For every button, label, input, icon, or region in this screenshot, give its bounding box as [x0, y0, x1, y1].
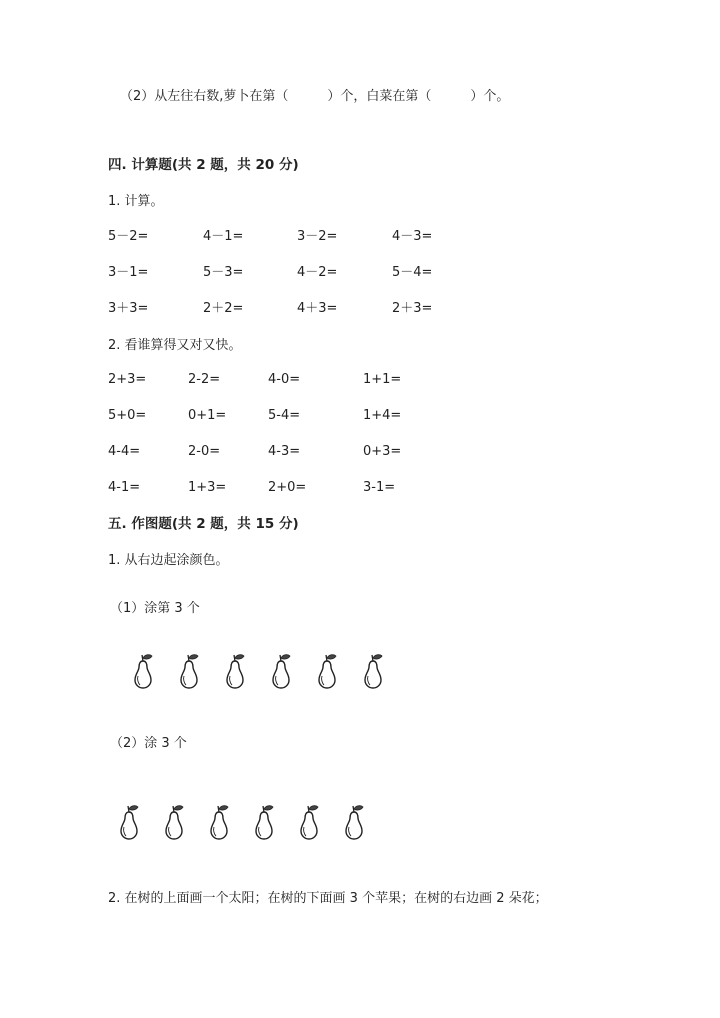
- calc-item: 2-0=: [188, 444, 221, 459]
- section4-q1-title: 1. 计算。: [108, 194, 164, 209]
- calc-item: 5－2=: [108, 229, 149, 244]
- section5-part1-label: （1）涂第 3 个: [110, 601, 200, 616]
- calc-item: 4-0=: [268, 372, 301, 387]
- section5-part2-label: （2）涂 3 个: [110, 736, 187, 751]
- calc-item: 3＋3=: [108, 301, 149, 316]
- calc-item: 5－4=: [392, 265, 433, 280]
- section4-heading: 四. 计算题(共 2 题，共 20 分): [108, 157, 299, 173]
- calc-item: 2+0=: [268, 480, 307, 495]
- calc-item: 3－2=: [297, 229, 338, 244]
- calc-item: 2+3=: [108, 372, 147, 387]
- pear-icon: [341, 803, 367, 841]
- calc-item: 3－1=: [108, 265, 149, 280]
- pear-row-1: [130, 652, 406, 690]
- pear-icon: [360, 652, 386, 690]
- calc-item: 2＋2=: [203, 301, 244, 316]
- calc-item: 4＋3=: [297, 301, 338, 316]
- pear-icon: [222, 652, 248, 690]
- pear-icon: [314, 652, 340, 690]
- section5-q1-title: 1. 从右边起涂颜色。: [108, 553, 229, 568]
- calc-item: 4－3=: [392, 229, 433, 244]
- pear-icon: [251, 803, 277, 841]
- pear-icon: [206, 803, 232, 841]
- calc-item: 4-1=: [108, 480, 141, 495]
- calc-item: 4-4=: [108, 444, 141, 459]
- pear-icon: [161, 803, 187, 841]
- calc-item: 3-1=: [363, 480, 396, 495]
- calc-item: 1+3=: [188, 480, 227, 495]
- calc-item: 0+1=: [188, 408, 227, 423]
- section5-q2-title: 2. 在树的上面画一个太阳；在树的下面画 3 个苹果；在树的右边画 2 朵花；: [108, 891, 548, 906]
- calc-item: 4-3=: [268, 444, 301, 459]
- pear-icon: [116, 803, 142, 841]
- calc-item: 1+4=: [363, 408, 402, 423]
- pear-icon: [268, 652, 294, 690]
- q4-part2-text: （2）从左往右数,萝卜在第（ ）个，白菜在第（ ）个。: [120, 89, 510, 104]
- calc-item: 2-2=: [188, 372, 221, 387]
- section4-q2-title: 2. 看谁算得又对又快。: [108, 338, 242, 353]
- calc-item: 2＋3=: [392, 301, 433, 316]
- pear-icon: [296, 803, 322, 841]
- calc-item: 4－1=: [203, 229, 244, 244]
- calc-item: 5+0=: [108, 408, 147, 423]
- pear-icon: [176, 652, 202, 690]
- section5-heading: 五. 作图题(共 2 题，共 15 分): [108, 516, 299, 532]
- calc-item: 1+1=: [363, 372, 402, 387]
- calc-item: 4－2=: [297, 265, 338, 280]
- pear-icon: [130, 652, 156, 690]
- calc-item: 5-4=: [268, 408, 301, 423]
- calc-item: 5－3=: [203, 265, 244, 280]
- calc-item: 0+3=: [363, 444, 402, 459]
- pear-row-2: [116, 803, 386, 841]
